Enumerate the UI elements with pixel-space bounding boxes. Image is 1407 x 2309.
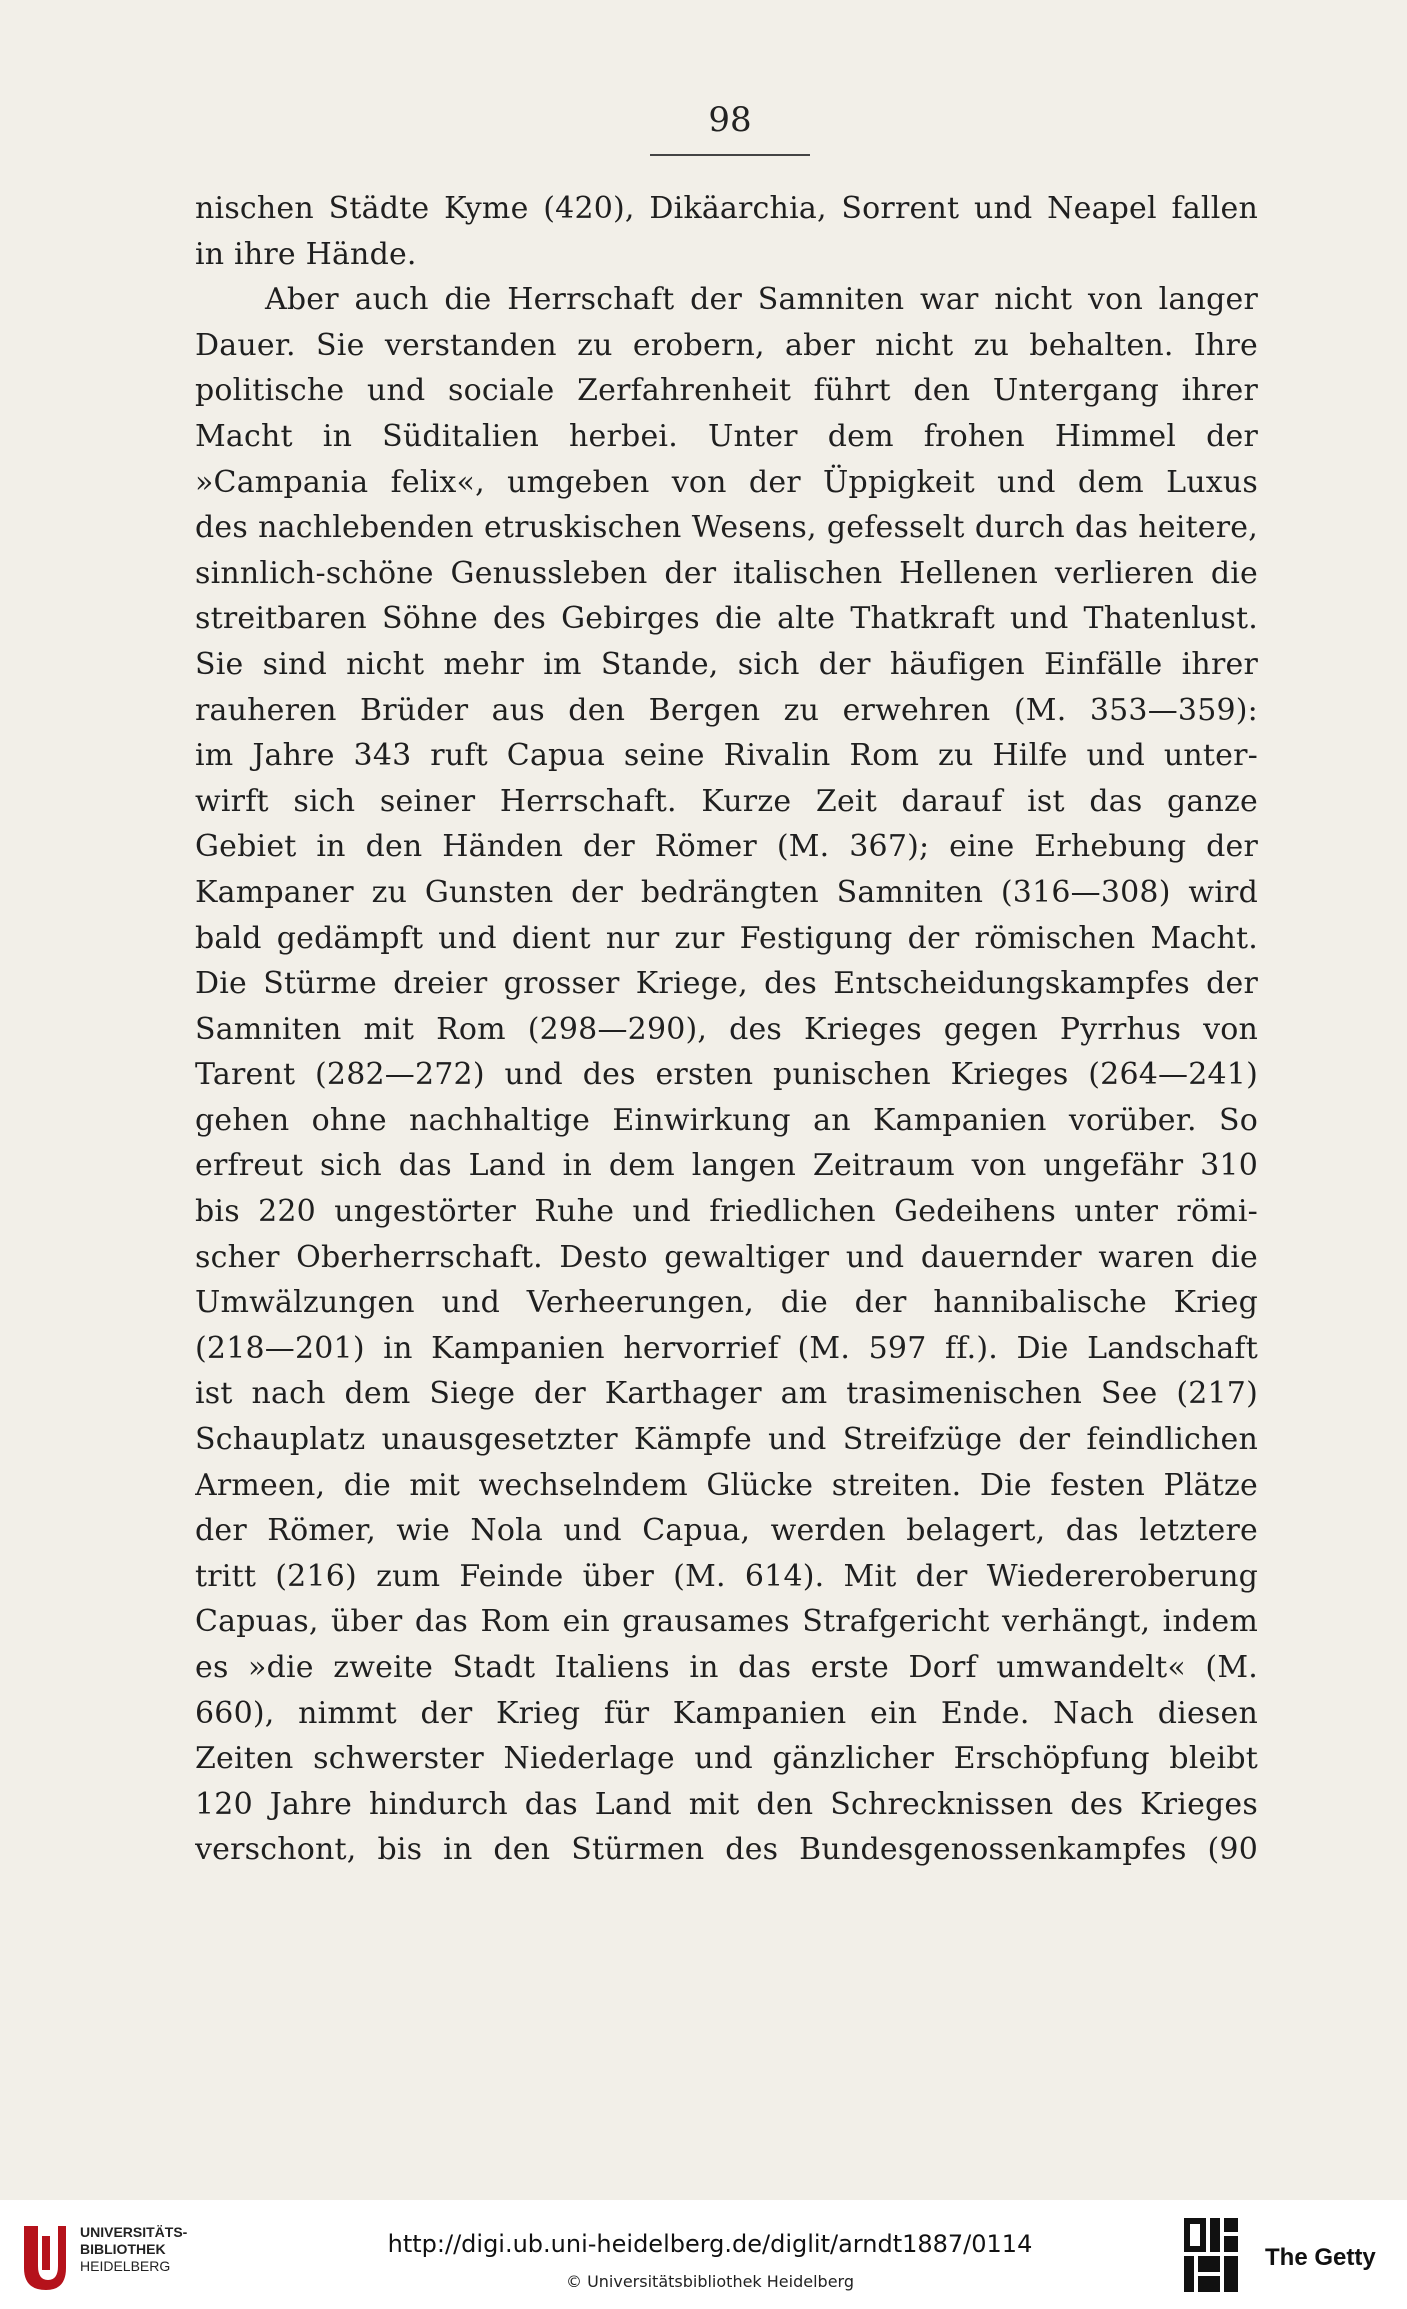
university-library-name bbox=[80, 2224, 187, 2275]
text-line: streitbaren Söhne des Gebirges die alte Thatkraft und Thatenlust. bbox=[195, 601, 1258, 637]
text-line: nischen Städte Kyme (420), Dikäarchia, Sorrent und Neapel fallen bbox=[195, 191, 1258, 226]
text-line: sinnlich-schöne Genussleben der italischen Hellenen verlieren die bbox=[195, 555, 1258, 591]
text-line: Samniten mit Rom (298—290), des Krieges gegen Pyrrhus von bbox=[195, 1011, 1258, 1047]
text-line: gehen ohne nachhaltige Einwirkung an Kampanien vorüber. So bbox=[195, 1102, 1258, 1138]
footer-bar bbox=[0, 2200, 1407, 2309]
text-line: Gebiet in den Händen der Römer (M. 367); eine Erhebung der bbox=[195, 829, 1258, 865]
text-line: der Römer, wie Nola und Capua, werden belagert, das letztere bbox=[195, 1513, 1258, 1549]
page-number-rule bbox=[650, 154, 810, 156]
text-line: tritt (216) zum Feinde über (M. 614). Mit der Wiedereroberung bbox=[195, 1558, 1258, 1594]
library-city: HEIDELBERG bbox=[80, 2258, 171, 2274]
text-line: »Campania felix«, umgeben von der Üppigkeit und dem Luxus bbox=[195, 464, 1258, 500]
text-line: scher Oberherrschaft. Desto gewaltiger und dauernder waren die bbox=[195, 1239, 1258, 1275]
library-name-line1: UNIVERSITÄTS- bbox=[80, 2224, 188, 2240]
getty-name: The Getty bbox=[1265, 2244, 1376, 2271]
getty-logo-icon bbox=[1182, 2216, 1240, 2298]
source-url-link[interactable]: http://digi.ub.uni-heidelberg.de/diglit/arndt1887/0114 bbox=[387, 2230, 1033, 2258]
text-line: (218—201) in Kampanien hervorrief (M. 597 ff.). Die Landschaft bbox=[195, 1330, 1258, 1366]
text-line: in ihre Hände. bbox=[195, 236, 417, 272]
text-line: im Jahre 343 ruft Capua seine Rivalin Rom zu Hilfe und unter- bbox=[195, 738, 1258, 774]
text-line: 120 Jahre hindurch das Land mit den Schrecknissen des Krieges bbox=[195, 1786, 1258, 1822]
body-text bbox=[195, 186, 1258, 1873]
text-line: Aber auch die Herrschaft der Samniten war nicht von langer bbox=[265, 282, 1258, 318]
university-library-logo-icon bbox=[14, 2218, 70, 2294]
text-line: erfreut sich das Land in dem langen Zeitraum von ungefähr 310 bbox=[195, 1148, 1258, 1184]
text-line: Schauplatz unausgesetzter Kämpfe und Streifzüge der feindlichen bbox=[195, 1422, 1258, 1458]
library-name-line2: BIBLIOTHEK bbox=[80, 2241, 166, 2257]
text-line: Zeiten schwerster Niederlage und gänzlicher Erschöpfung bleibt bbox=[195, 1741, 1258, 1777]
text-line: Capuas, über das Rom ein grausames Strafgericht verhängt, indem bbox=[195, 1604, 1258, 1640]
text-line: 660), nimmt der Krieg für Kampanien ein Ende. Nach diesen bbox=[195, 1695, 1258, 1731]
text-line: Die Stürme dreier grosser Kriege, des Entscheidungskampfes der bbox=[195, 966, 1258, 1002]
text-line: politische und sociale Zerfahrenheit führt den Untergang ihrer bbox=[195, 373, 1258, 409]
page-number: 98 bbox=[708, 100, 752, 140]
text-line: Tarent (282—272) und des ersten punischen Krieges (264—241) bbox=[195, 1057, 1258, 1093]
text-line: bis 220 ungestörter Ruhe und friedlichen Gedeihens unter römi- bbox=[195, 1194, 1258, 1230]
text-line: Umwälzungen und Verheerungen, die der hannibalische Krieg bbox=[195, 1285, 1258, 1321]
text-line: Sie sind nicht mehr im Stande, sich der häufigen Einfälle ihrer bbox=[195, 646, 1258, 682]
text-line: bald gedämpft und dient nur zur Festigung der römischen Macht. bbox=[195, 920, 1258, 956]
text-line: Kampaner zu Gunsten der bedrängten Samniten (316—308) wird bbox=[195, 874, 1258, 910]
text-line: Macht in Süditalien herbei. Unter dem frohen Himmel der bbox=[195, 418, 1258, 454]
text-line: Dauer. Sie verstanden zu erobern, aber nicht zu behalten. Ihre bbox=[195, 327, 1258, 363]
copyright-notice: © Universitätsbibliothek Heidelberg bbox=[565, 2272, 854, 2291]
text-line: verschont, bis in den Stürmen des Bundesgenossenkampfes (90 bbox=[195, 1832, 1258, 1868]
text-line: es »die zweite Stadt Italiens in das erste Dorf umwandelt« (M. bbox=[195, 1650, 1258, 1685]
text-line: Armeen, die mit wechselndem Glücke streiten. Die festen Plätze bbox=[195, 1467, 1258, 1503]
text-line: ist nach dem Siege der Karthager am trasimenischen See (217) bbox=[195, 1376, 1258, 1412]
text-line: rauheren Brüder aus den Bergen zu erwehren (M. 353—359): bbox=[195, 692, 1258, 728]
text-line: wirft sich seiner Herrschaft. Kurze Zeit darauf ist das ganze bbox=[195, 783, 1258, 819]
text-line: des nachlebenden etruskischen Wesens, gefesselt durch das heitere, bbox=[195, 510, 1258, 546]
